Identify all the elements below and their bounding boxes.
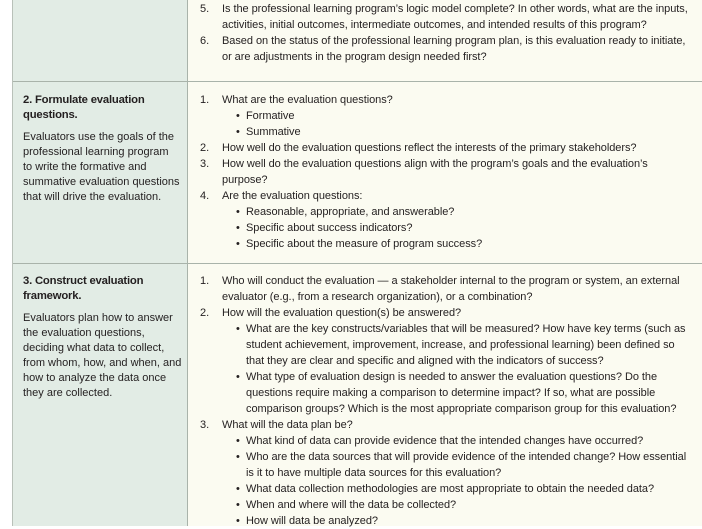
bullet-text: Reasonable, appropriate, and answerable?: [246, 206, 455, 218]
bullet-text: Who are the data sources that will provide evidence of the intended change? How essential: [246, 451, 687, 463]
step-cell: [13, 264, 187, 526]
item-number: 5.: [200, 3, 210, 15]
step-description: they are collected.: [23, 387, 113, 399]
item-number: 6.: [200, 35, 210, 47]
bullet-text: When and where will the data be collected?: [246, 499, 457, 511]
bullet-text: that they are clear and specific and aligned with the indicators of success?: [246, 355, 604, 367]
item-number: 4.: [200, 190, 210, 202]
item-number: 1.: [200, 94, 210, 106]
bullet-marker: •: [236, 515, 240, 527]
bullet-marker: •: [236, 110, 240, 122]
step-title: 2. Formulate evaluation: [23, 94, 145, 106]
step-description: how to analyze the data once: [23, 372, 167, 384]
item-text: evaluator (e.g., from a research organization), or a combination?: [222, 291, 533, 303]
step-description: Evaluators plan how to answer: [23, 312, 173, 324]
bullet-text: Summative: [246, 126, 301, 138]
bullet-text: How will data be analyzed?: [246, 515, 379, 527]
step-description: to write the formative and: [23, 161, 147, 173]
item-number: 3.: [200, 419, 210, 431]
bullet-marker: •: [236, 126, 240, 138]
bullet-marker: •: [236, 238, 240, 250]
item-text: How well do the evaluation questions align with the program’s goals and the evaluation’s: [222, 158, 648, 170]
bullet-text: Specific about success indicators?: [246, 222, 413, 234]
table-row-2: [13, 82, 702, 264]
item-number: 3.: [200, 158, 210, 170]
questions-cell: [187, 82, 702, 263]
item-text: Based on the status of the professional learning program plan, is this evaluation ready to initiate,: [222, 35, 686, 47]
step-description: summative evaluation questions: [23, 176, 180, 188]
bullet-text: questions require making a comparison to determine impact? If so, what are possible: [246, 387, 656, 399]
bullet-text: What kind of data can provide evidence that the intended changes have occurred?: [246, 435, 644, 447]
item-text: Who will conduct the evaluation — a stakeholder internal to the program or system, an external: [222, 275, 680, 287]
step-description: the evaluation questions,: [23, 327, 145, 339]
bullet-text: is it to have multiple data sources for this evaluation?: [246, 467, 502, 479]
evaluation-steps-table: [12, 0, 702, 526]
bullet-marker: •: [236, 371, 240, 383]
step-title: 3. Construct evaluation: [23, 275, 144, 287]
bullet-marker: •: [236, 435, 240, 447]
step-description: professional learning program: [23, 146, 169, 158]
step-title: questions.: [23, 109, 78, 121]
step-description: from whom, how, and when, and: [23, 357, 182, 369]
bullet-text: comparison groups? Which is the most appropriate comparison group for this evaluation?: [246, 403, 677, 415]
table-row-3: [13, 264, 702, 526]
item-text: What will the data plan be?: [222, 419, 353, 431]
item-text: Is the professional learning program’s logic model complete? In other words, what are the inputs,: [222, 3, 688, 15]
bullet-marker: •: [236, 222, 240, 234]
item-number: 2.: [200, 142, 210, 154]
questions-cell: [187, 264, 702, 526]
step-description: Evaluators use the goals of the: [23, 131, 175, 143]
step-cell-empty: [13, 0, 187, 81]
item-text: activities, initial outcomes, intermediate outcomes, and intended results of this program?: [222, 19, 647, 31]
bullet-text: Specific about the measure of program success?: [246, 238, 483, 250]
item-text: How well do the evaluation questions reflect the interests of the primary stakeholders?: [222, 142, 637, 154]
item-text: Are the evaluation questions:: [222, 190, 363, 202]
bullet-marker: •: [236, 499, 240, 511]
item-number: 1.: [200, 275, 210, 287]
bullet-marker: •: [236, 206, 240, 218]
item-text: What are the evaluation questions?: [222, 94, 393, 106]
table-row-1: [13, 0, 702, 82]
step-title: framework.: [23, 290, 82, 302]
bullet-text: What type of evaluation design is needed to answer the evaluation questions? Do the: [246, 371, 658, 383]
bullet-text: Formative: [246, 110, 295, 122]
item-text: or are adjustments in the program design needed first?: [222, 51, 487, 63]
bullet-marker: •: [236, 483, 240, 495]
bullet-marker: •: [236, 451, 240, 463]
step-cell: [13, 82, 187, 263]
bullet-text: What are the key constructs/variables that will be measured? How have key terms (such as: [246, 323, 686, 335]
step-description: deciding what data to collect,: [23, 342, 165, 354]
step-description: that will drive the evaluation.: [23, 191, 162, 203]
item-text: purpose?: [222, 174, 268, 186]
bullet-text: What data collection methodologies are most appropriate to obtain the needed data?: [246, 483, 655, 495]
item-text: How will the evaluation question(s) be answered?: [222, 307, 462, 319]
bullet-marker: •: [236, 323, 240, 335]
questions-cell: [187, 0, 702, 81]
item-number: 2.: [200, 307, 210, 319]
bullet-text: student achievement, improvement, increase, and professional learning) been defined so: [246, 339, 675, 351]
